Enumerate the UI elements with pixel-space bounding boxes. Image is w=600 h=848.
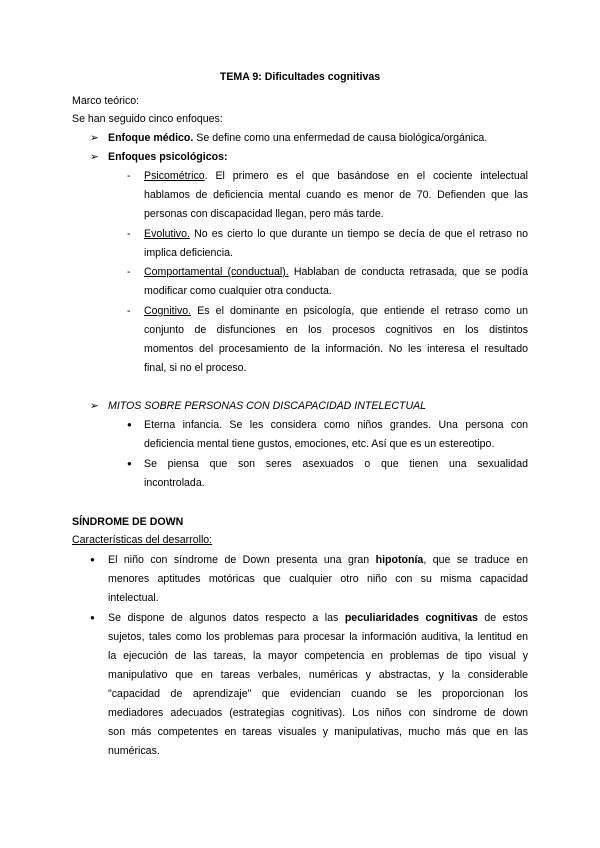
page-title: TEMA 9: Dificultades cognitivas <box>219 71 381 83</box>
evolutivo-text: No es cierto lo que durante un tiempo se decía de que el retraso no <box>189 228 528 240</box>
mito-2-line-2: incontrolada. <box>144 477 205 489</box>
mitos-head <box>108 399 426 413</box>
enfoque-medico-text: Se define como una enfermedad de causa biológica/orgánica. <box>193 132 488 144</box>
down-p1-line-1 <box>108 553 528 567</box>
down-subheading <box>72 533 212 547</box>
intro-text: Se han seguido cinco enfoques: <box>72 113 223 125</box>
down-p2-line-2: sujetos, tales como los problemas para procesar la información auditiva, la lentitud en <box>108 631 528 643</box>
down-p2-line-1 <box>108 611 528 625</box>
down-p2-line-3: la ejecución de las tareas, la mayor competencia en problemas de tipo visual y <box>108 650 528 662</box>
enfoque-medico <box>108 131 487 145</box>
cognitivo-line-2: conjunto de disfunciones en los procesos cognitivos en los distintos <box>144 324 528 336</box>
arrow-icon: ➢ <box>90 132 99 144</box>
mito-2-line-1: Se piensa que son seres asexuados o que tienen una sexualidad <box>144 458 528 470</box>
comportamental-line-1 <box>144 265 528 279</box>
dash-marker: - <box>127 228 131 240</box>
evolutivo-term: Evolutivo. <box>144 228 190 240</box>
down-p1-text-a: El niño con síndrome de Down presenta una gran <box>108 554 376 566</box>
bullet-icon: ● <box>90 613 95 622</box>
down-heading-text: SÍNDROME DE DOWN <box>72 516 184 528</box>
down-subheading-text: Características del desarrollo: <box>72 534 213 546</box>
dash-marker: - <box>127 266 131 278</box>
down-heading <box>72 515 183 529</box>
psicometrico-line-2: hablamos de deficiencia mental cuando es menor de 70. Defienden que las <box>144 189 528 201</box>
arrow-icon: ➢ <box>90 400 99 412</box>
cognitivo-text: Es el dominante en psicología, que entiende el retraso como un <box>191 305 528 317</box>
cognitivo-line-1 <box>144 304 528 318</box>
peculiaridades-term: peculiaridades cognitivas <box>344 612 478 624</box>
down-p2-line-5: "capacidad de aprendizaje" que evidencian cuando se les proporcionan los <box>108 688 528 700</box>
marco-label: Marco teórico: <box>72 95 140 107</box>
down-p1-text-c: , que se traduce en <box>423 554 529 566</box>
evolutivo-line-1 <box>144 227 528 241</box>
down-p2-line-6: mediadores adecuados (estrategias cognitivas). Los niños con síndrome de down <box>108 707 528 719</box>
down-p2-line-8: numéricas. <box>108 745 160 757</box>
bullet-icon: ● <box>90 555 95 564</box>
enfoque-medico-head: Enfoque médico. <box>108 132 194 144</box>
psicometrico-term: Psicométrico <box>144 170 205 182</box>
comportamental-line-2: modificar como cualquier otra conducta. <box>144 285 332 297</box>
down-p2-line-4: manipulativo que en tareas verbales, numéricas y abstractas, y la considerable <box>108 669 528 681</box>
psicometrico-text: . El primero es el que basándose en el cociente intelectual <box>204 170 528 182</box>
down-p1-line-2: menores aptitudes motóricas que cualquier otro niño con su misma capacidad <box>108 573 528 585</box>
cognitivo-line-3: momentos del procesamiento de la información. No les interesa el resultado <box>144 343 528 355</box>
psicometrico-line-3: personas con discapacidad llegan, pero más tarde. <box>144 208 384 220</box>
down-p2-line-7: son más competentes en tareas visuales y manipulativas, mucho más que en las <box>108 726 528 738</box>
down-p2-text-c: de estos <box>477 612 528 624</box>
evolutivo-line-2: implica deficiencia. <box>144 247 233 259</box>
hipotonia-term: hipotonía <box>375 554 424 566</box>
comportamental-term: Comportamental (conductual). <box>144 266 289 278</box>
bullet-icon: ● <box>127 420 132 429</box>
arrow-icon: ➢ <box>90 151 99 163</box>
mitos-head-text: MITOS SOBRE PERSONAS CON DISCAPACIDAD INTELECTUAL <box>108 400 427 412</box>
down-p1-line-3: intelectual. <box>108 592 159 604</box>
comportamental-text: Hablaban de conducta retrasada, que se podía <box>288 266 529 278</box>
cognitivo-line-4: final, si no el proceso. <box>144 362 247 374</box>
bullet-icon: ● <box>127 459 132 468</box>
dash-marker: - <box>127 170 131 182</box>
dash-marker: - <box>127 305 131 317</box>
psico-head-text: Enfoques psicológicos: <box>108 151 228 163</box>
enfoques-psicologicos-head <box>108 150 228 164</box>
psicometrico-line-1 <box>144 169 528 183</box>
cognitivo-term: Cognitivo. <box>144 305 192 317</box>
down-p2-text-a: Se dispone de algunos datos respecto a las <box>108 612 345 624</box>
mito-1-line-1: Eterna infancia. Se les considera como niños grandes. Una persona con <box>144 419 528 431</box>
mito-1-line-2: deficiencia mental tiene gustos, emociones, etc. Así que es un estereotipo. <box>144 438 495 450</box>
